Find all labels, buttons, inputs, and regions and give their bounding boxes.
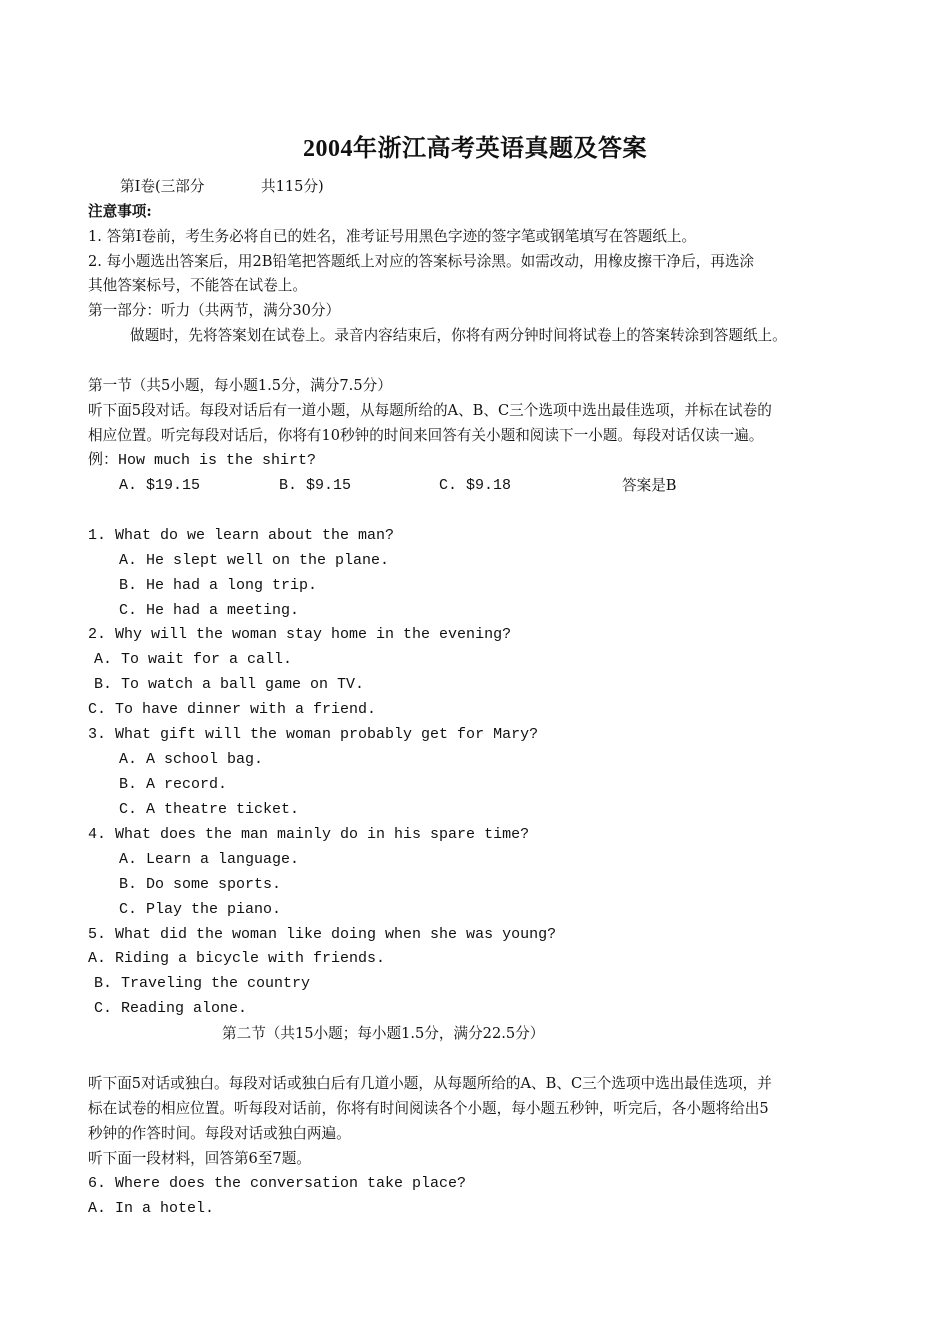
paper-total-score: 共115分) [261, 178, 324, 195]
question-3-option-c: C. A theatre ticket. [119, 801, 300, 818]
section2-desc-line-3: 秒钟的作答时间。每段对话或独白两遍。 [88, 1125, 351, 1142]
part1-instruction: 做题时，先将答案划在试卷上。录音内容结束后，你将有两分钟时间将试卷上的答案转涂到答题纸上。 [130, 327, 787, 344]
section1-heading: 第一节（共5小题，每小题1.5分，满分7.5分） [88, 377, 392, 394]
question-1-option-a: A. He slept well on the plane. [119, 552, 390, 569]
notes-item-2-line-1: 2. 每小题选出答案后，用2B铅笔把答题纸上对应的答案标号涂黑。如需改动，用橡皮擦干净后，再选涂 [88, 253, 755, 270]
question-3-option-b: B. A record. [119, 776, 228, 793]
question-2: 2. Why will the woman stay home in the evening? [88, 626, 512, 643]
question-5-option-b: B. Traveling the country [94, 975, 311, 992]
example-answer: 答案是B [622, 477, 677, 494]
question-4: 4. What does the man mainly do in his spare time? [88, 826, 530, 843]
question-4-option-c: C. Play the piano. [119, 901, 282, 918]
question-5-option-c: C. Reading alone. [94, 1000, 248, 1017]
question-2-option-a: A. To wait for a call. [94, 651, 293, 668]
question-5-option-a: A. Riding a bicycle with friends. [88, 950, 386, 967]
section2-desc-line-1: 听下面5对话或独白。每段对话或独白后有几道小题，从每题所给的A、B、C三个选项中选出最佳选项，并 [88, 1075, 772, 1092]
part1-heading: 第一部分：听力（共两节，满分30分） [88, 302, 341, 319]
notes-item-1: 1. 答第I卷前，考生务必将自已的姓名，准考证号用黑色字迹的签字笔或钢笔填写在答题纸上。 [88, 228, 697, 245]
notes-heading: 注意事项: [88, 203, 152, 220]
example-option-b: B. $9.15 [279, 477, 352, 494]
section2-desc-line-2: 标在试卷的相应位置。听每段对话前，你将有时间阅读各个小题，每小题五秒钟，听完后，各小题将给出5 [88, 1100, 769, 1117]
paper-part-label: 第I卷(三部分 [120, 178, 205, 195]
question-1: 1. What do we learn about the man? [88, 527, 395, 544]
section2-material-note: 听下面一段材料，回答第6至7题。 [88, 1150, 311, 1167]
question-5: 5. What did the woman like doing when she was young? [88, 926, 557, 943]
question-3: 3. What gift will the woman probably get for Mary? [88, 726, 539, 743]
question-6-option-a: A. In a hotel. [88, 1200, 215, 1217]
question-3-option-a: A. A school bag. [119, 751, 264, 768]
section2-heading: 第二节（共15小题；每小题1.5分，满分22.5分） [222, 1025, 545, 1042]
question-1-option-c: C. He had a meeting. [119, 602, 300, 619]
section1-desc-line-1: 听下面5段对话。每段对话后有一道小题，从每题所给的A、B、C三个选项中选出最佳选项，并标在试卷的 [88, 402, 772, 419]
question-4-option-a: A. Learn a language. [119, 851, 300, 868]
example-option-c: C. $9.18 [439, 477, 512, 494]
question-2-option-c: C. To have dinner with a friend. [88, 701, 377, 718]
question-2-option-b: B. To watch a ball game on TV. [94, 676, 365, 693]
notes-item-2-line-2: 其他答案标号，不能答在试卷上。 [88, 277, 307, 294]
question-4-option-b: B. Do some sports. [119, 876, 282, 893]
question-1-option-b: B. He had a long trip. [119, 577, 318, 594]
example-option-a: A. $19.15 [119, 477, 201, 494]
question-6: 6. Where does the conversation take place? [88, 1175, 467, 1192]
page-title: 2004年浙江高考英语真题及答案 [303, 136, 647, 162]
section1-desc-line-2: 相应位置。听完每段对话后，你将有10秒钟的时间来回答有关小题和阅读下一小题。每段对话仅读一遍。 [88, 427, 764, 444]
example-question: 例：How much is the shirt? [88, 452, 317, 469]
